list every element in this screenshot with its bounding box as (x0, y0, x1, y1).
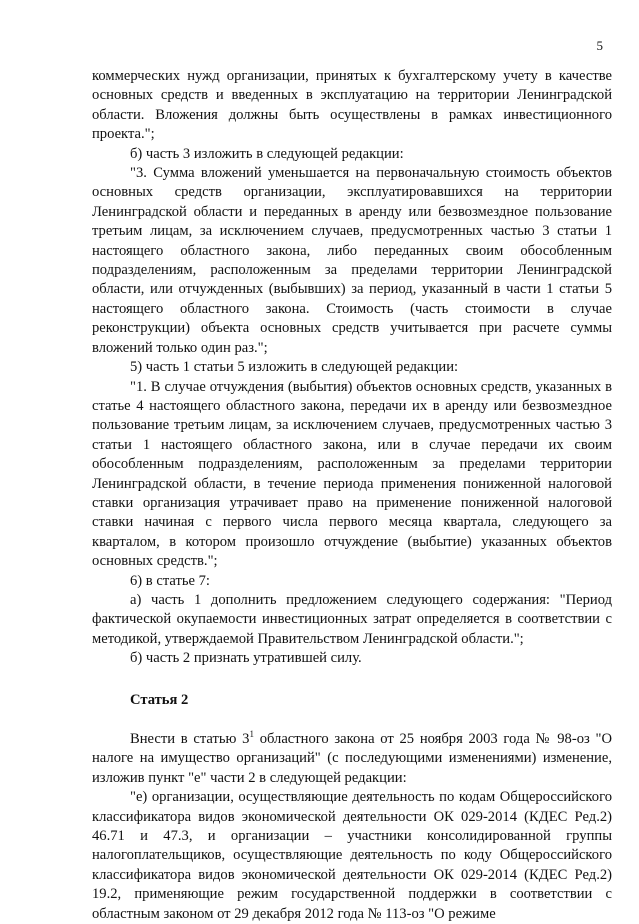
article2-intro (92, 730, 612, 788)
paragraph: "1. В случае отчуждения (выбытия) объектов основных средств, указанных в статье 4 настоящего областного закона, передачи их в аренду или безвозмездное пользование третьим лицам, за исключением случаев, предусмотренных частью 3 статьи 1 настоящего областного закона, или в случае передачи их своим обособленным подразделениям, расположенным за пределами территории Ленинградской области, в течение периода применения пониженной налоговой ставки организация утрачивает право на применение пониженной налоговой ставки начиная с первого числа первого месяца квартала, следующего за кварталом, в котором произошло отчуждение (выбытие) указанных объектов основных средств."; (92, 378, 612, 570)
paragraph: 5) часть 1 статьи 5 изложить в следующей редакции: (130, 359, 459, 376)
paragraph: б) часть 2 признать утратившей силу. (130, 650, 362, 667)
paragraph: "е) организации, осуществляющие деятельность по кодам Общероссийского классификатора видов экономической деятельности ОК 029-2014 (КДЕС Ред.2) 46.71 и 47.3, и организации – участники консолидированной группы налогоплательщиков, осуществляющие деятельность по коду Общероссийского классификатора видов экономической деятельности ОК 029-2014 (КДЕС Ред.2) 19.2, применяющие режим государственной поддержки в соответствии с областным законом от 29 декабря 2012 года № 113-оз "О режиме (92, 789, 612, 922)
article-heading: Статья 2 (130, 691, 189, 708)
paragraph: а) часть 1 дополнить предложением следующего содержания: "Период фактической окупаемости инвестиционных затрат определяется в соответствии с методикой, утверждаемой Правительством Ленинградской области."; (92, 591, 612, 647)
superscript: 1 (249, 729, 254, 740)
paragraph: б) часть 3 изложить в следующей редакции: (130, 145, 404, 162)
intro-text: Внести в статью 3 (130, 731, 250, 747)
paragraph: коммерческих нужд организации, принятых к бухгалтерскому учету в качестве основных средств и введенных в эксплуатацию на территории Ленинградской области. Вложения должны быть осуществлены в рамках инвестиционного проекта."; (92, 68, 612, 143)
page-number: 5 (596, 38, 603, 53)
document-body (92, 67, 612, 924)
paragraph: 6) в статье 7: (130, 572, 210, 589)
intro-text: областного закона от 25 ноября 2003 года № 98-оз "О налоге на имущество организаций" (с последующими изменениями) изменение, изложив пункт "е" части 2 в следующей редакции: (92, 731, 612, 786)
paragraph: "3. Сумма вложений уменьшается на первоначальную стоимость объектов основных средств организации, эксплуатировавшихся на территории Ленинградской области и переданных в аренду или безвозмездное пользование третьим лицам, за исключением случаев, предусмотренных частью 3 статьи 1 настоящего областного закона, либо переданных своим обособленным подразделениям, расположенным за пределами территории Ленинградской области, или отчужденных (выбывших) за период, указанный в части 1 статьи 5 настоящего областного закона. Стоимость (часть стоимости в случае реконструкции) объекта основных средств учитывается при расчете суммы вложений только один раз."; (92, 165, 612, 356)
